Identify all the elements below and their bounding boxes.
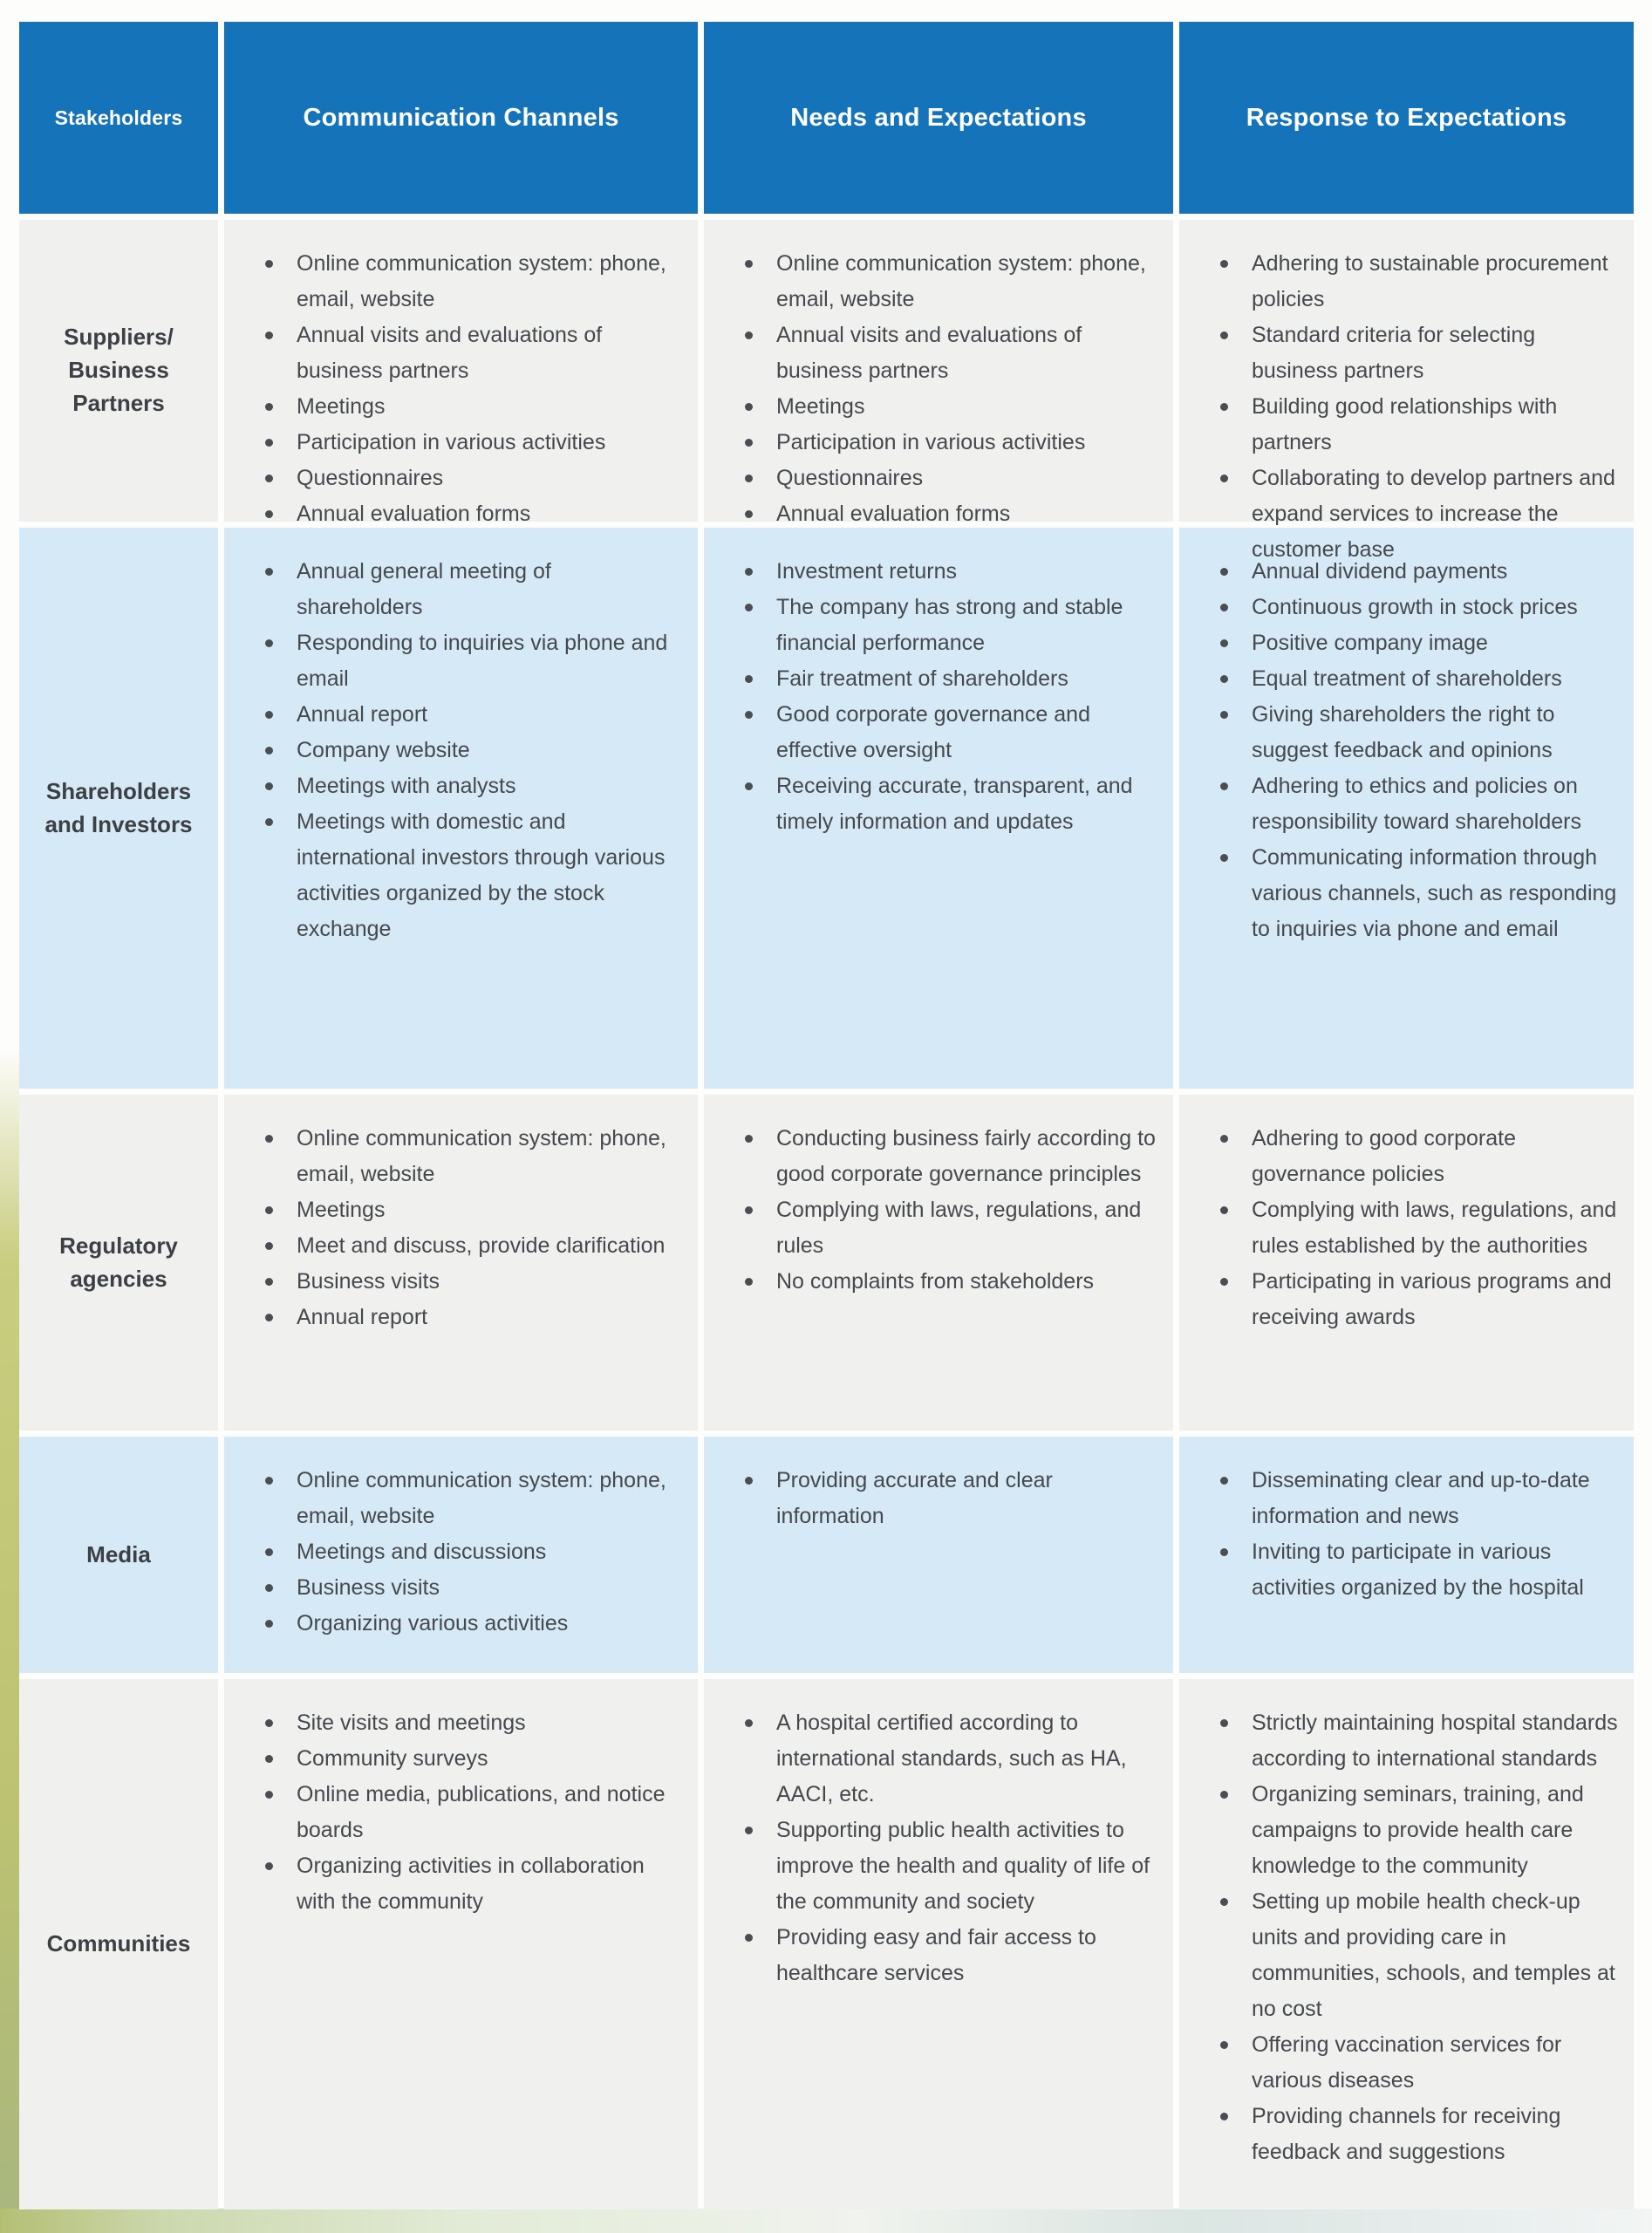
needs-list [743, 554, 1157, 840]
stakeholder-cell [19, 1679, 218, 2209]
bullet-item: Adhering to sustainable procurement policies [1219, 246, 1618, 318]
stakeholder-label: Media [86, 1540, 151, 1567]
needs-list [743, 1705, 1157, 1991]
channels-list [263, 1463, 682, 1642]
bullet-item: Business visits [263, 1570, 682, 1606]
responses-list [1219, 554, 1618, 947]
bullet-item: Setting up mobile health check-up units and providing care in communities, schools, and temples at no cost [1219, 1884, 1618, 2027]
bullet-item: Supporting public health activities to improve the health and quality of life of the community and society [743, 1813, 1157, 1920]
bullet-item: Community surveys [263, 1741, 682, 1777]
channels-cell [224, 220, 698, 526]
bullet-item: Online communication system: phone, email, website [263, 246, 682, 318]
bullet-item: Adhering to good corporate governance policies [1219, 1121, 1618, 1192]
bullet-item: Complying with laws, regulations, and rules [743, 1192, 1157, 1264]
bullet-item: Online communication system: phone, email, website [263, 1463, 682, 1534]
bullet-item: Inviting to participate in various activities organized by the hospital [1219, 1534, 1618, 1606]
bullet-item: Giving shareholders the right to suggest feedback and opinions [1219, 697, 1618, 768]
needs-cell [704, 1437, 1173, 1673]
channels-cell [224, 1095, 698, 1431]
bullet-item: Organizing activities in collaboration with the community [263, 1848, 682, 1920]
channels-cell [224, 528, 698, 1089]
bullet-item: Complying with laws, regulations, and rules established by the authorities [1219, 1192, 1618, 1264]
needs-cell [704, 220, 1173, 526]
bullet-item: Offering vaccination services for various diseases [1219, 2027, 1618, 2099]
bullet-item: The company has strong and stable financial performance [743, 590, 1157, 661]
bullet-item: Questionnaires [263, 461, 682, 496]
bullet-item: Providing channels for receiving feedback and suggestions [1219, 2099, 1618, 2170]
bullet-item: Annual dividend payments [1219, 554, 1618, 590]
bullet-item: Adhering to ethics and policies on responsibility toward shareholders [1219, 768, 1618, 840]
stakeholder-cell [19, 220, 218, 522]
responses-cell [1179, 1679, 1634, 2209]
bullet-item: Disseminating clear and up-to-date information and news [1219, 1463, 1618, 1534]
header-needs-and-expectations: Needs and Expectations [704, 22, 1173, 214]
needs-cell [704, 528, 1173, 1089]
bullet-item: Online communication system: phone, email, website [263, 1121, 682, 1192]
page-background-bottom-photo [0, 2209, 1652, 2233]
bullet-item: Annual visits and evaluations of business partners [263, 318, 682, 389]
channels-list [263, 246, 682, 532]
page-background-left-edge [0, 1047, 19, 2233]
responses-list [1219, 1463, 1618, 1606]
bullet-item: Meetings with analysts [263, 768, 682, 804]
needs-list [743, 1463, 1157, 1534]
channels-list [263, 1121, 682, 1335]
needs-cell [704, 1679, 1173, 2209]
bullet-item: Annual evaluation forms [263, 496, 682, 532]
bullet-item: Meetings [263, 1192, 682, 1228]
needs-list [743, 1121, 1157, 1300]
bullet-item: Online communication system: phone, email, website [743, 246, 1157, 318]
stakeholder-cell [19, 1437, 218, 1673]
responses-cell [1179, 528, 1634, 1089]
bullet-item: Investment returns [743, 554, 1157, 590]
channels-cell [224, 1679, 698, 2209]
bullet-item: Organizing various activities [263, 1606, 682, 1642]
bullet-item: Annual report [263, 1300, 682, 1335]
bullet-item: Questionnaires [743, 461, 1157, 496]
bullet-item: Online media, publications, and notice boards [263, 1777, 682, 1848]
responses-cell [1179, 220, 1634, 562]
bullet-item: Site visits and meetings [263, 1705, 682, 1741]
bullet-item: Collaborating to develop partners and expand services to increase the customer base [1219, 461, 1618, 568]
channels-list [263, 1705, 682, 1920]
stakeholder-table [19, 22, 1634, 2209]
bullet-item: Company website [263, 733, 682, 768]
bullet-item: Annual general meeting of shareholders [263, 554, 682, 625]
responses-cell [1179, 1437, 1634, 1673]
bullet-item: Positive company image [1219, 625, 1618, 661]
bullet-item: Building good relationships with partners [1219, 389, 1618, 461]
bullet-item: Meetings and discussions [263, 1534, 682, 1570]
stakeholder-label: Regulatory agencies [59, 1232, 178, 1292]
bullet-item: Meet and discuss, provide clarification [263, 1228, 682, 1264]
responses-list [1219, 1121, 1618, 1335]
bullet-item: Meetings [263, 389, 682, 425]
bullet-item: Participation in various activities [743, 425, 1157, 461]
header-communication-channels: Communication Channels [224, 22, 698, 214]
bullet-item: Continuous growth in stock prices [1219, 590, 1618, 625]
bullet-item: Fair treatment of shareholders [743, 661, 1157, 697]
needs-list [743, 246, 1157, 532]
responses-list [1219, 246, 1618, 568]
bullet-item: Providing accurate and clear information [743, 1463, 1157, 1534]
bullet-item: A hospital certified according to international standards, such as HA, AACI, etc. [743, 1705, 1157, 1813]
stakeholder-cell [19, 1095, 218, 1431]
bullet-item: Receiving accurate, transparent, and timely information and updates [743, 768, 1157, 840]
bullet-item: Meetings [743, 389, 1157, 425]
bullet-item: Strictly maintaining hospital standards according to international standards [1219, 1705, 1618, 1777]
stakeholder-label: Suppliers/ Business Partners [64, 324, 174, 416]
bullet-item: No complaints from stakeholders [743, 1264, 1157, 1300]
header-response-to-expectations: Response to Expectations [1179, 22, 1634, 214]
stakeholder-label: Communities [46, 1930, 191, 1957]
bullet-item: Good corporate governance and effective oversight [743, 697, 1157, 768]
stakeholder-cell [19, 528, 218, 1089]
bullet-item: Communicating information through various channels, such as responding to inquiries via phone and email [1219, 840, 1618, 947]
bullet-item: Organizing seminars, training, and campaigns to provide health care knowledge to the community [1219, 1777, 1618, 1884]
bullet-item: Business visits [263, 1264, 682, 1300]
responses-list [1219, 1705, 1618, 2170]
bullet-item: Providing easy and fair access to healthcare services [743, 1920, 1157, 1991]
bullet-item: Equal treatment of shareholders [1219, 661, 1618, 697]
bullet-item: Annual visits and evaluations of business partners [743, 318, 1157, 389]
needs-cell [704, 1095, 1173, 1431]
bullet-item: Conducting business fairly according to good corporate governance principles [743, 1121, 1157, 1192]
bullet-item: Participating in various programs and receiving awards [1219, 1264, 1618, 1335]
bullet-item: Standard criteria for selecting business partners [1219, 318, 1618, 389]
bullet-item: Annual report [263, 697, 682, 733]
channels-list [263, 554, 682, 947]
channels-cell [224, 1437, 698, 1673]
bullet-item: Responding to inquiries via phone and email [263, 625, 682, 697]
bullet-item: Meetings with domestic and international investors through various activities organized by the stock exchange [263, 804, 682, 947]
bullet-item: Participation in various activities [263, 425, 682, 461]
header-stakeholders: Stakeholders [19, 22, 218, 214]
stakeholder-label: Shareholders and Investors [44, 777, 193, 837]
bullet-item: Annual evaluation forms [743, 496, 1157, 532]
responses-cell [1179, 1095, 1634, 1431]
